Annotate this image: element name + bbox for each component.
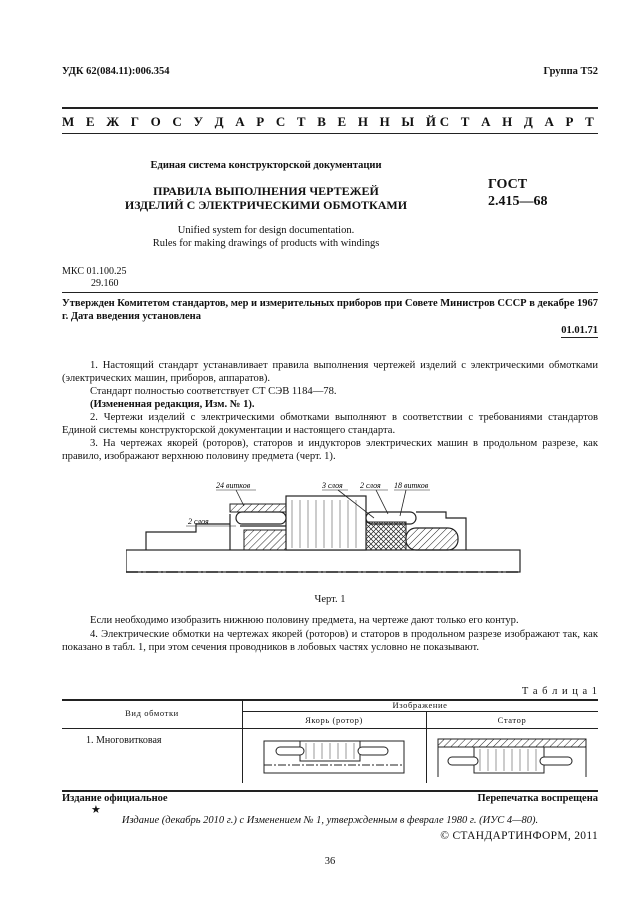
drawing-caption: Черт. 1	[314, 594, 346, 605]
official-edition: Издание официальное	[62, 793, 168, 804]
drawing-1	[126, 474, 526, 584]
banner-rule-top	[62, 107, 598, 109]
gost-label: ГОСТ	[488, 177, 528, 192]
footer-rule	[62, 790, 598, 792]
label-2-layers-left: 2 слоя	[188, 517, 209, 526]
standard-title-line2: ИЗДЕЛИЙ С ЭЛЕКТРИЧЕСКИМИ ОБМОТКАМИ	[124, 198, 408, 212]
row-multiturn-label: 1. Многовитковая	[86, 735, 162, 746]
header-stator: Статор	[497, 715, 527, 725]
standard-title-line1: ПРАВИЛА ВЫПОЛНЕНИЯ ЧЕРТЕЖЕЙ	[153, 184, 379, 198]
effective-date: 01.01.71	[561, 325, 598, 336]
gost-number	[488, 176, 548, 210]
mks-line2: 29.160	[91, 278, 119, 289]
banner-rule-bottom	[62, 133, 598, 134]
copyright: © СТАНДАРТИНФОРМ, 2011	[440, 830, 598, 842]
label-18-turns: 18 витков	[394, 481, 429, 490]
paragraph-5: 4. Электрические обмотки на чертежах якорей (роторов) и статоров в продольном разрезе изображают так, как показано в табл. 1, при этом сечения проводников в лобовых частях условно не показывают.	[62, 629, 598, 653]
stator-sketch	[434, 735, 590, 779]
mks-line1: МКС 01.100.25	[62, 266, 127, 277]
header-image: Изображение	[392, 700, 448, 710]
header-rotor: Якорь (ротор)	[305, 715, 363, 725]
banner-left: М Е Ж Г О С У Д А Р С Т В Е Н Н Ы Й	[62, 114, 441, 129]
label-24-turns: 24 витков	[216, 481, 251, 490]
table-caption: Т а б л и ц а 1	[521, 686, 598, 697]
paragraph-4: Если необходимо изобразить нижнюю половину предмета, на чертеже дают только его контур.	[90, 615, 519, 626]
paragraph-1: 1. Настоящий стандарт устанавливает правила выполнения чертежей изделий с электрическими обмотками (электрических машин, приборов, аппаратов).	[62, 360, 598, 384]
gost-code: 2.415—68	[488, 194, 548, 209]
standard-title	[62, 184, 470, 212]
rotor-sketch	[260, 735, 410, 779]
english-title	[62, 224, 470, 250]
paragraph-1b: Стандарт полностью соответствует СТ СЭВ 1184—78.	[90, 386, 337, 397]
paragraph-2: 2. Чертежи изделий с электрическими обмотками выполняют в соответствии с требованиями стандартов Единой системы конструкторской документации и настоящего стандарта.	[62, 412, 598, 436]
group-code: Группа Т52	[543, 66, 598, 77]
table-1	[62, 699, 598, 783]
paragraph-1c: (Измененная редакция, Изм. № 1).	[90, 399, 255, 410]
reprint-prohibited: Перепечатка воспрещена	[477, 793, 598, 804]
english-title-line1: Unified system for design documentation.	[177, 225, 355, 236]
udk-code: УДК 62(084.11):006.354	[62, 66, 170, 77]
page-number: 36	[324, 856, 336, 867]
label-3-layers: 3 слоя	[322, 481, 343, 490]
english-title-line2: Rules for making drawings of products with windings	[152, 238, 380, 249]
edition-note: Издание (декабрь 2010 г.) с Изменением № 1, утвержденным в феврале 1980 г. (ИУС 4—80).	[121, 815, 539, 826]
star-icon: ★	[91, 804, 101, 816]
label-2-layers: 2 слоя	[360, 481, 381, 490]
banner-right: С Т А Н Д А Р Т	[439, 114, 598, 129]
system-title: Единая система конструкторской документации	[150, 160, 382, 171]
header-winding-type: Вид обмотки	[125, 708, 179, 718]
paragraph-3: 3. На чертежах якорей (роторов), статоров и индукторов электрических машин в продольном разрезе, как правило, изображают верхнюю половину предмета (черт. 1).	[62, 438, 598, 462]
approval-text: Утвержден Комитетом стандартов, мер и измерительных приборов при Совете Министров СССР в декабре 1967 г. Дата введения установлена	[62, 298, 598, 322]
mks-rule	[62, 292, 598, 293]
mks-codes	[62, 266, 126, 290]
